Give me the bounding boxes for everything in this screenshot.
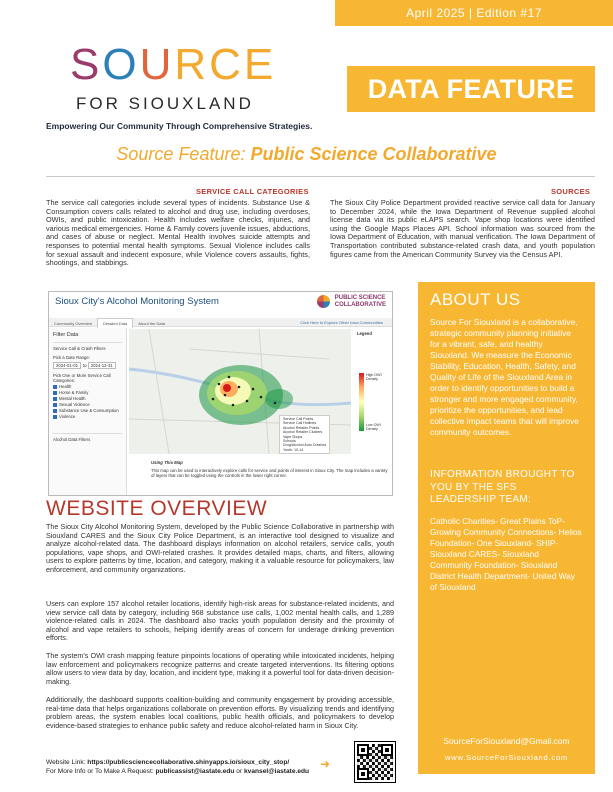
overview-paragraph: The system's OWI crash mapping feature pinpoints locations of operating while intoxicated incidents, helping law enforcement and policymakers recognize patterns and create targeted interventions. Its filtering options allow users to view data by day, location, and incident type, making it a powerful tool for data-driven decision-making. [46, 651, 394, 686]
date-label: Pick a Date Range: [53, 355, 91, 360]
filter-group[interactable]: Service Call & Crash Filters [53, 342, 122, 351]
sidebar-email[interactable]: SourceForSiouxland@Gmail.com [443, 736, 570, 746]
sources-heading: SOURCES [551, 187, 591, 196]
tab-detailed-data[interactable]: Detailed Data [97, 318, 133, 328]
service-calls-heading: SERVICE CALL CATEGORIES [196, 187, 309, 196]
category-checkbox[interactable]: Mental Health [53, 396, 122, 401]
category-checkbox[interactable]: Home & Family [53, 390, 122, 395]
team-heading: INFORMATION BROUGHT TO YOU BY THE SFS LEADERSHIP TEAM: [430, 469, 575, 505]
filter-heading: Filter Data [53, 332, 79, 338]
psc-logo-icon [317, 295, 330, 308]
data-feature-label: DATA FEATURE [347, 66, 595, 112]
density-gradient [359, 373, 364, 431]
filter-panel: Filter Data Service Call & Crash Filters Pick a Date Range: 2024-01-01 to 2024-12-31 Pick One or More Service Call Categories: Health Home & Family Mental Health Sexual Violence Substance Use & Consumption Violence Alcohol Data Filters [49, 328, 127, 496]
arrow-right-icon: ➜ [320, 757, 331, 771]
website-link[interactable]: https://publicsciencecollaborative.shinyapps.io/sioux_city_stop/ [87, 759, 290, 766]
date-to-input[interactable]: 2024-12-31 [88, 362, 116, 369]
dashboard-screenshot [48, 291, 393, 496]
divider [46, 176, 595, 177]
tagline: Empowering Our Community Through Comprehensive Strategies. [46, 121, 313, 131]
qr-code-icon[interactable] [355, 742, 395, 782]
about-sidebar [418, 282, 595, 774]
logo-wordmark: SOURCE [70, 40, 277, 89]
edition-banner: April 2025 | Edition #17 [335, 0, 613, 26]
dashboard-tabs [49, 318, 392, 327]
overview-paragraph: The Sioux City Alcohol Monitoring System, developed by the Public Science Collaborative in partnership with Siouxland CARES and the Sioux City Police Department, is an interactive tool designed to visualize and analyze alcohol-related data. The dashboard displays information on alcohol retailers, service calls, youth populations, vape shops, and OWI-related crashes. It provides detailed maps, charts, and filters, allowing users to explore patterns by time, location, and category, making it a valuable resource for policymakers, law enforcement, and community organizations. [46, 522, 394, 574]
category-checkbox[interactable]: Health [53, 384, 122, 389]
date-from-input[interactable]: 2024-01-01 [53, 362, 81, 369]
feature-title: Source Feature: Public Science Collaborative [116, 144, 497, 164]
psc-logo-text: PUBLIC SCIENCE COLLABORATIVE [334, 295, 386, 308]
logo-subtitle: FOR SIOUXLAND [76, 94, 254, 113]
explore-link[interactable]: Click Here to Explore Other Iowa Communities [300, 320, 383, 325]
contact-links: Website Link: https://publicsciencecollaborative.shinyapps.io/sioux_city_stop/ For More Info or To Make A Request: publicassist@iastate.edu or kvansel@iastate.edu [46, 759, 310, 775]
email-link-kvansel[interactable]: kvansel@iastate.edu [244, 767, 310, 775]
map-legend: Legend High OWI Density Low OWI Density [357, 331, 382, 431]
email-link-publicassist[interactable]: publicassist@iastate.edu [155, 767, 235, 775]
map-caption: Using This Map This map can be used to interactively explore calls for service and points of interest in Sioux City. The map includes a variety of layers that can be toggled using the controls in the lower right corner. [151, 460, 388, 479]
source-logo [70, 40, 310, 120]
category-label: Pick One or More Service Call Categories: [53, 373, 111, 383]
tab-community-overview[interactable]: Community Overview [54, 321, 93, 326]
website-overview-heading: WEBSITE OVERVIEW [46, 497, 268, 520]
layer-control[interactable]: Service Call Points Service Call Hotlines Alcohol Retailer Points Alcohol Retailer Clusters Vape Shops Schools Drug/Alcohol Auto Crashes Youth: 10-14 [279, 415, 330, 454]
team-text: Catholic Charities- Great Plains ToP- Growing Community Connections- Helios Foundation- One Siouxland- SHIP- Siouxland CARES- Siouxland Community Foundation- Siouxland District Health Department- United Way of Siouxland [430, 515, 582, 592]
alcohol-filters[interactable]: Alcohol Data Filters [53, 433, 122, 442]
service-calls-text: The service call categories include several types of incidents. Substance Use & Consumption covers calls related to alcohol and drug use, including overdoses, OWIs, and public intoxication. Health includes welfare checks, injuries, and various medical emergencies. Home & Family covers juvenile issues, abductions, and cases of abuse or neglect. Mental Health involves suicide attempts and responses to potential mental health symptoms. Sexual Violence includes calls for sexual assault and indecent exposure, while Violence covers assaults, fights, shootings, and stabbings. [46, 198, 310, 268]
overview-paragraph: Users can explore 157 alcohol retailer locations, identify high-risk areas for substance-related incidents, and view service call data by category, including 968 substance use calls, 1,002 mental health calls, and 1,289 violence-related calls in 2024. The dashboard also tracks youth population density and the proximity of alcohol and vape retailers to schools, helping identify areas of concern for underage drinking prevention efforts. [46, 599, 394, 642]
about-text: Source For Siouxland is a collaborative, strategic community planning initiative for a vibrant, safe, and healthy Siouxland. We measure the Economic Stability, Education, Health, Safety, and Quality of Life of the Siouxland Area in order to identify opportunities to build a stronger and more engaged community, prioritize the opportunities, and lead collective impact teams that will improve community outcomes. [430, 317, 579, 437]
category-checkbox[interactable]: Sexual Violence [53, 402, 122, 407]
category-checkbox[interactable]: Substance Use & Consumption [53, 408, 122, 413]
about-heading: ABOUT US [430, 290, 521, 309]
sidebar-website[interactable]: www.SourceForSiouxland.com [445, 753, 568, 762]
sources-text: The Sioux City Police Department provided reactive service call data for January to December 2024, while the Iowa Department of Revenue supplied alcohol license data via its public eLAPS search. Vape shop locations were identified using the Google Maps Places API. School information was sourced from the Iowa Department of Education, with manual verification. The Iowa Department of Transportation contributed substance-related crash data, and youth population figures came from the American Community Survey via the Census API. [330, 198, 595, 259]
tab-about-data[interactable]: About the Data [138, 321, 165, 326]
category-checkbox[interactable]: Violence [53, 414, 122, 419]
overview-paragraph: Additionally, the dashboard supports coalition-building and community engagement by providing accessible, real-time data that helps organizations collaborate on prevention efforts. By visualizing trends and identifying problem areas, the system enables local coalitions, public health officials, and policymakers to develop evidence-based strategies to enhance public safety and reduce alcohol-related harm in Sioux City. [46, 695, 394, 730]
dashboard-title: Sioux City's Alcohol Monitoring System [55, 296, 219, 307]
heat-map[interactable] [129, 329, 351, 454]
